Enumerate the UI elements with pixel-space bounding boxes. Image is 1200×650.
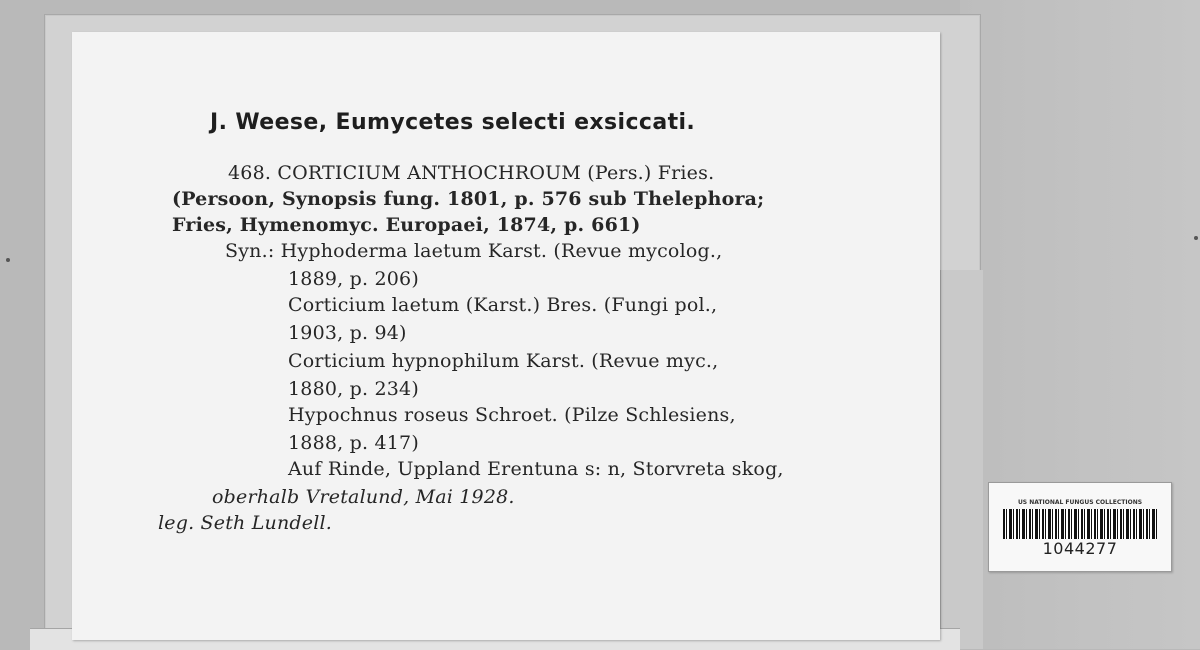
synonym-ref-line: 1903, p. 94) <box>288 322 407 344</box>
barcode-number: 1044277 <box>1042 539 1118 558</box>
collector-line: leg. Seth Lundell. <box>158 512 333 534</box>
synonym-ref-line: 1888, p. 417) <box>288 432 419 454</box>
packet-fold <box>940 270 983 649</box>
barcode <box>1003 509 1157 539</box>
pin-mark <box>6 258 10 262</box>
synonym-line: Hypochnus roseus Schroet. (Pilze Schlesiens, <box>288 404 736 426</box>
locality-line: Auf Rinde, Uppland Erentuna s: n, Storvreta skog, <box>288 458 784 480</box>
species-line: 468. CORTICIUM ANTHOCHROUM (Pers.) Fries. <box>228 162 715 184</box>
synonym-ref-line: 1880, p. 234) <box>288 378 419 400</box>
label-header: J. Weese, Eumycetes selecti exsiccati. <box>210 110 696 135</box>
synonym-line: Corticium laetum (Karst.) Bres. (Fungi pol., <box>288 294 718 316</box>
pin-mark <box>1194 236 1198 240</box>
synonym-ref-line: 1889, p. 206) <box>288 268 419 290</box>
citation-line: Fries, Hymenomyc. Europaei, 1874, p. 661) <box>172 214 641 236</box>
barcode-label <box>988 482 1172 572</box>
synonym-line: Corticium hypnophilum Karst. (Revue myc., <box>288 350 719 372</box>
citation-line: (Persoon, Synopsis fung. 1801, p. 576 sub Thelephora; <box>172 188 765 210</box>
specimen-label <box>72 32 940 640</box>
locality-line: oberhalb Vretalund, Mai 1928. <box>212 486 515 508</box>
synonym-line: Syn.: Hyphoderma laetum Karst. (Revue mycolog., <box>225 240 723 262</box>
collection-name: US NATIONAL FUNGUS COLLECTIONS <box>1017 499 1143 506</box>
